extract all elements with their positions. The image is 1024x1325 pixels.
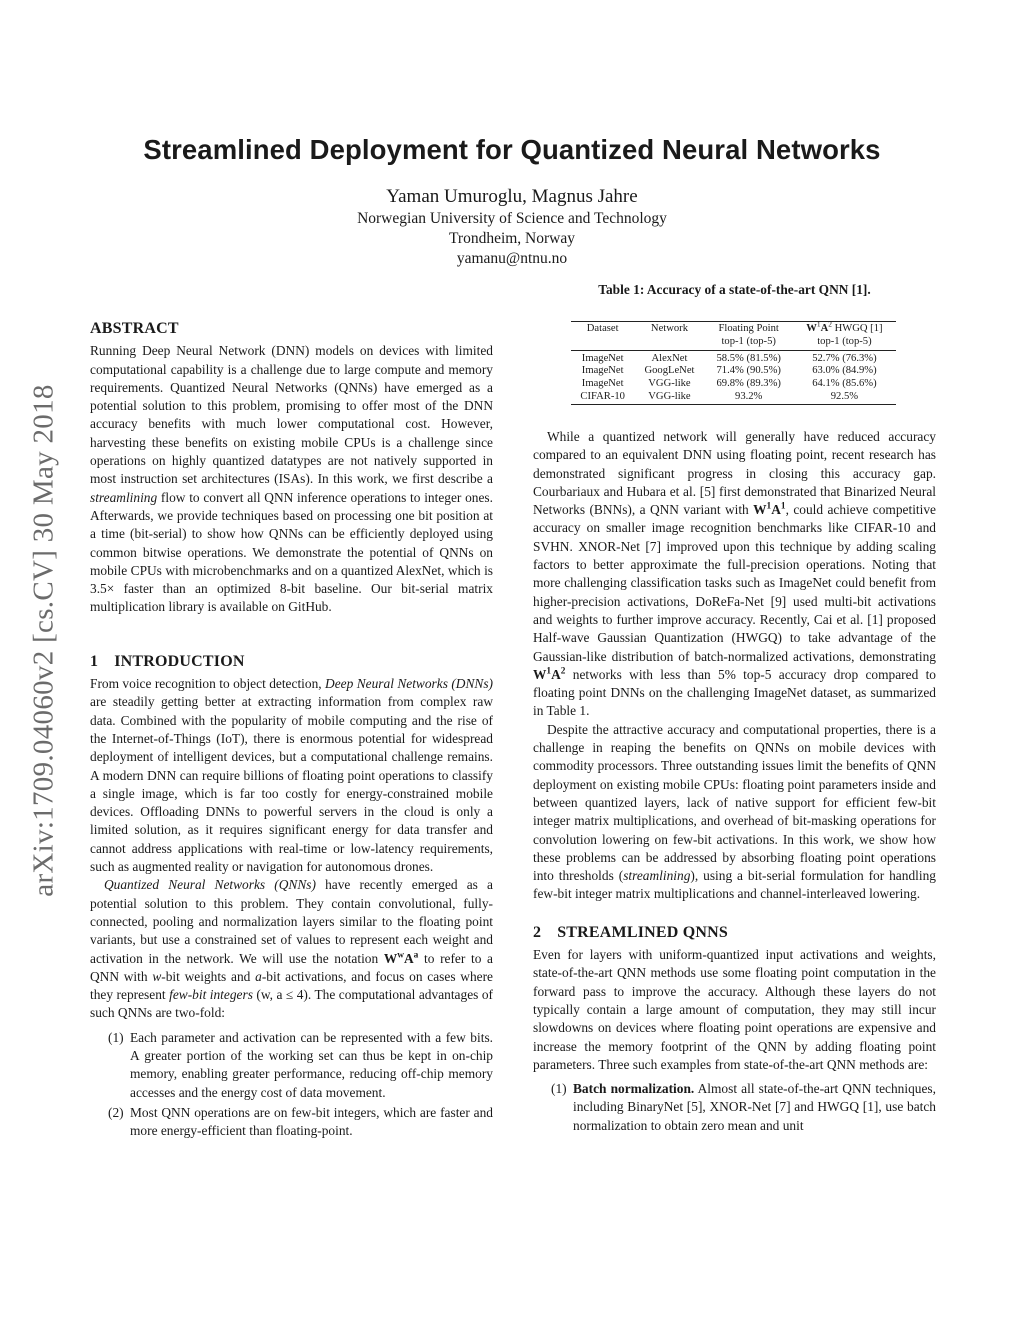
left-column — [90, 320, 493, 1142]
authors: Yaman Umuroglu, Magnus Jahre — [386, 186, 638, 207]
location: Trondheim, Norway — [448, 230, 575, 247]
table-header: Dataset — [586, 323, 619, 334]
list-item: (1) Batch normalization. Almost all state-of-the-art QNN techniques, including BinaryNet [5], XNOR-Net [7] and HWGQ [1], use batch normalization to obtain zero mean and unit — [551, 1081, 936, 1133]
table-caption: Table 1: Accuracy of a state-of-the-art QNN [1]. — [598, 282, 871, 297]
accuracy-table — [571, 321, 896, 405]
affiliation: Norwegian University of Science and Technology — [357, 210, 667, 227]
intro-heading: 1 INTRODUCTION — [90, 652, 245, 670]
table-row: CIFAR-10 VGG-like 93.2% 92.5% — [571, 391, 896, 404]
table-row: ImageNet GoogLeNet 71.4% (90.5%) 63.0% (84.9%) — [581, 365, 877, 377]
arxiv-watermark — [28, 340, 60, 940]
right-paragraph-1: While a quantized network will generally have reduced accuracy compared to an equivalent DNN using floating point, recent research has demonstrated significant progress in closing this accuracy gap. Courbariaux and Hubara et al. [5] first demonstrated that Binarized Neural Networks (BNNs), a QNN variant with $W^1A^1$, could achieve competitive accuracy on smaller image recognition benchmarks like CIFAR-10 and SVHN. XNOR-Net [7] improved upon this technique by adding scaling factors to better approximate the full-precision operations. Noting that more challenging classification tasks such as ImageNet could benefit from higher-precision activations, DoReFa-Net [9] used multi-bit activations and weights to further improve accuracy. Recently, Cai et al. [1] proposed Half-wave Gaussian Quantization (HWGQ) to take advantage of the Gaussian-like distribution of batch-normalized activations, demonstrating $W^1A^2$ networks with less than 5% top-5 accuracy drop compared to floating point DNNs on the challenging ImageNet dataset, as summarized in Table 1. — [533, 429, 936, 719]
paper-title: Streamlined Deployment for Quantized Neural Networks — [143, 134, 881, 165]
abstract-text: Running Deep Neural Network (DNN) models on devices with limited computational capability is a challenge due to large compute and memory requirements. Quantized Neural Networks (QNNs) have emerged as a potential solution to this problem, promising to offer most of the DNN accuracy benefits with much lower computational cost. However, harvesting these benefits on existing mobile CPUs is a challenge since operations on highly quantized datatypes are not natively supported in most instruction set architectures (ISAs). In this work, we first describe a streamlining flow to convert all QNN inference operations to integer ones. Afterwards, we provide techniques based on processing one bit position at a time (bit-serial) to show how QNNs can be efficiently deployed using common bitwise operations. We demonstrate the potential of QNNs on mobile CPUs with microbenchmarks and on a quantized AlexNet, which is 3.5× faster than an optimized 8-bit baseline. Our bit-serial matrix multiplication library is available on GitHub. — [90, 343, 493, 615]
right-column — [533, 428, 936, 1137]
right-paragraph-2: Despite the attractive accuracy and computational properties, there is a challenge in reaping the benefits on QNNs on mobile devices with commodity processors. Three outstanding issues limit the benefits of QNN deployment on existing mobile CPUs: floating point parameters inside and between quantized layers, lack of native support for efficient few-bit integer matrix multiplications, and overhead of bit-masking operations for convolution lowering on few-bit activations. In this work, we show how these problems can be addressed by absorbing floating point operations into thresholds (streamlining), using a bit-serial formulation for handling few-bit integer matrix multiplications and channel-interleaved lowering. — [533, 721, 936, 902]
table-header: Floating Point top-1 (top-5) — [718, 323, 779, 347]
arxiv-id: arXiv:1709.04060v2 [cs.CV] 30 May 2018 — [27, 383, 60, 897]
email: yamanu@ntnu.no — [456, 250, 568, 267]
table-row: ImageNet VGG-like 69.8% (89.3%) 64.1% (85.6%) — [581, 378, 877, 390]
section-2-paragraph: Even for layers with uniform-quantized input activations and weights, state-of-the-art QNN methods use some floating point computation in the forward pass to improve the accuracy. Although these layers do not typically contain a large amount of computation, they may still incur slowdowns on devices where floating point operations are expensive and increase the memory footprint of the QNN by adding floating point parameters. Three such examples from state-of-the-art QNN methods are: — [533, 947, 936, 1072]
list-item: (2) Most QNN operations are on few-bit integers, which are faster and more energy-efficient than floating-point. — [108, 1104, 493, 1139]
intro-paragraph-2: Quantized Neural Networks (QNNs) have recently emerged as a potential solution to this problem. They contain convolutional, fully-connected, pooling and normalization layers similar to the floating point variants, but use a constrained set of values to represent each weight and activation in the network. We will use the notation $W^wA^a$ to refer to a QNN with w-bit weights and a-bit activations, and focus on cases where they represent few-bit integers (w, a ≤ 4). The computational advantages of such QNNs are two-fold: — [90, 877, 493, 1021]
section-2-heading: 2 STREAMLINED QNNS — [533, 923, 728, 941]
advantages-list — [90, 1029, 493, 1141]
table-row: ImageNet AlexNet 58.5% (81.5%) 52.7% (76.3%) — [571, 350, 896, 365]
examples-list — [533, 1080, 936, 1135]
table-header: Network — [650, 323, 688, 334]
intro-paragraph-1: From voice recognition to object detection, Deep Neural Networks (DNNs) are steadily getting better at extracting information from complex raw data. Combined with the popularity of mobile computing and the rise of the Internet-of-Things (IoT), there is enormous potential for widespread deployment of intelligent devices, but a computational challenge remains. A modern DNN can require billions of floating point operations to classify a single image, which is far too costly for energy-constrained mobile devices. Offloading DNNs to powerful servers in the cloud is only a limited solution, as it requires significant energy for data transfer and cannot address applications with real-time or low-latency requirements, such as augmented reality or navigation for autonomous drones. — [90, 676, 493, 875]
list-item: (1) Each parameter and activation can be represented with a few bits. A greater portion of the working set can thus be kept in on-chip memory, enabling greater performance, reducing off-chip memory accesses and the energy cost of data movement. — [108, 1029, 493, 1100]
abstract-heading: ABSTRACT — [90, 320, 179, 337]
table-header: $W^1A^2$ HWGQ [1] top-1 (top-5) — [806, 319, 883, 347]
